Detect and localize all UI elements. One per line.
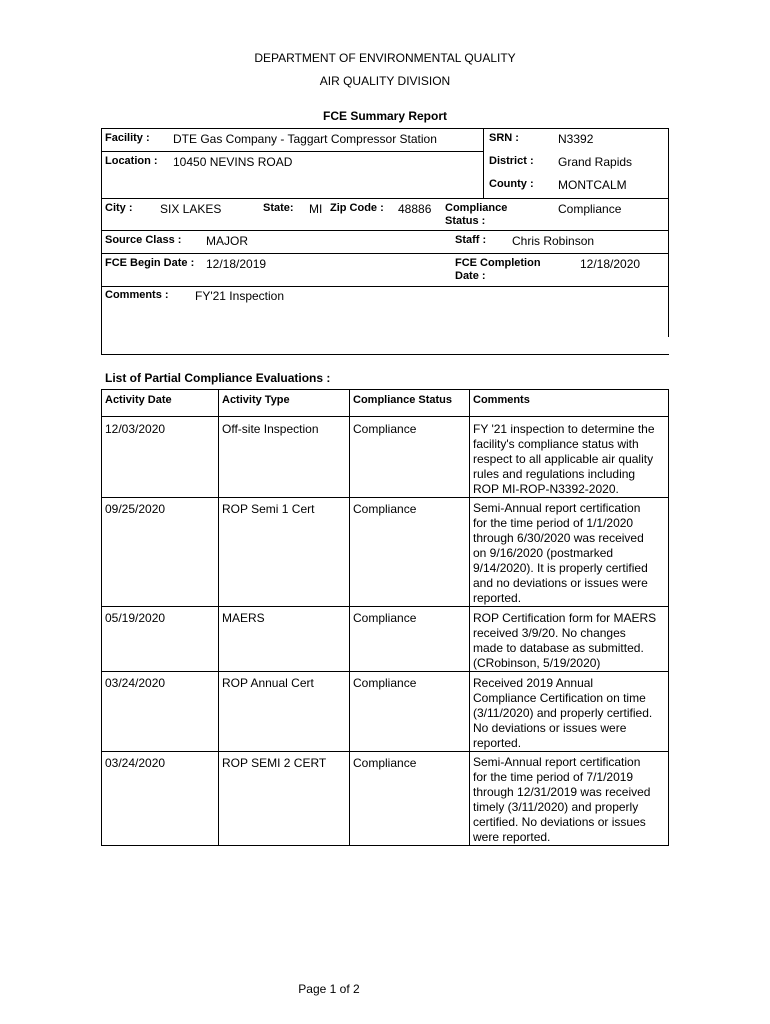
- comment-line: Received 2019 Annual: [473, 676, 594, 690]
- summary-rule: [101, 230, 669, 231]
- compliance-status: Compliance: [353, 502, 417, 516]
- col-header-compliance-status: Compliance Status: [353, 394, 453, 406]
- compliance-status: Compliance: [353, 422, 417, 436]
- source-class-label: Source Class :: [105, 234, 182, 246]
- division-title: AIR QUALITY DIVISION: [319, 74, 451, 88]
- facility-label: Facility :: [105, 132, 150, 144]
- summary-rule: [101, 151, 483, 152]
- pce-row-border: [101, 751, 669, 752]
- state-label: State:: [263, 202, 294, 214]
- pce-col-border: [101, 389, 102, 845]
- pce-list-title: List of Partial Compliance Evaluations :: [105, 371, 331, 385]
- compliance-status-value: Compliance: [558, 202, 622, 216]
- comment-line: 9/14/2020). It is properly certified: [473, 561, 648, 575]
- pce-table-bottom-border: [101, 845, 669, 846]
- state-value: MI: [309, 202, 323, 216]
- col-header-comments: Comments: [473, 394, 530, 406]
- comment-line: rules and regulations including: [473, 467, 636, 481]
- comment-line: Compliance Certification on time: [473, 691, 646, 705]
- summary-top-border: [101, 128, 669, 129]
- county-value: MONTCALM: [558, 178, 627, 192]
- comments-label: Comments :: [105, 289, 169, 301]
- fce-completion-value: 12/18/2020: [580, 257, 641, 271]
- summary-rule: [101, 286, 669, 287]
- comment-line: (CRobinson, 5/19/2020): [473, 656, 601, 670]
- activity-date: 12/03/2020: [105, 422, 166, 436]
- comment-line: for the time period of 7/1/2019: [473, 770, 634, 784]
- comment-line: respect to all applicable air quality: [473, 452, 654, 466]
- pce-row-border: [101, 671, 669, 672]
- activity-date: 03/24/2020: [105, 676, 166, 690]
- activity-comment: [473, 422, 667, 497]
- activity-comment: [473, 501, 667, 606]
- comment-line: made to database as submitted.: [473, 641, 644, 655]
- col-header-activity-date: Activity Date: [105, 394, 172, 406]
- fce-completion-label-2: Date :: [455, 270, 486, 282]
- fce-begin-label: FCE Begin Date :: [105, 257, 195, 269]
- activity-date: 03/24/2020: [105, 756, 166, 770]
- summary-rule: [101, 198, 669, 199]
- pce-row-border: [101, 497, 669, 498]
- comment-line: timely (3/11/2020) and properly: [473, 800, 639, 814]
- facility-value: DTE Gas Company - Taggart Compressor Station: [173, 132, 437, 146]
- pce-header-bottom-border: [101, 416, 669, 417]
- pce-col-border: [469, 389, 470, 845]
- comment-line: ROP MI-ROP-N3392-2020.: [473, 482, 619, 496]
- activity-date: 05/19/2020: [105, 611, 166, 625]
- staff-label: Staff :: [455, 234, 487, 246]
- location-label: Location :: [105, 155, 158, 167]
- district-label: District :: [489, 155, 534, 167]
- compliance-status-label-2: Status :: [445, 215, 486, 227]
- comment-line: Semi-Annual report certification: [473, 755, 641, 769]
- compliance-status-label: Compliance: [445, 202, 508, 214]
- activity-type: MAERS: [222, 611, 265, 625]
- pce-col-border: [349, 389, 350, 845]
- zip-label: Zip Code :: [330, 202, 384, 214]
- source-class-value: MAJOR: [206, 234, 248, 248]
- comment-line: for the time period of 1/1/2020: [473, 516, 634, 530]
- summary-left-border: [101, 128, 102, 355]
- activity-type: ROP SEMI 2 CERT: [222, 756, 327, 770]
- comment-line: on 9/16/2020 (postmarked: [473, 546, 614, 560]
- comment-line: through 12/31/2019 was received: [473, 785, 651, 799]
- comment-line: certified. No deviations or issues: [473, 815, 646, 829]
- comment-line: reported.: [473, 736, 522, 750]
- comment-line: facility's compliance status with: [473, 437, 639, 451]
- col-header-activity-type: Activity Type: [222, 394, 290, 406]
- county-label: County :: [489, 178, 534, 190]
- activity-type: ROP Annual Cert: [222, 676, 314, 690]
- staff-value: Chris Robinson: [512, 234, 595, 248]
- comment-line: No deviations or issues were: [473, 721, 627, 735]
- activity-date: 09/25/2020: [105, 502, 166, 516]
- city-value: SIX LAKES: [160, 202, 222, 216]
- comment-line: FY '21 inspection to determine the: [473, 422, 655, 436]
- location-value: 10450 NEVINS ROAD: [173, 155, 293, 169]
- summary-bottom-border: [101, 354, 669, 355]
- pce-col-border: [668, 389, 669, 845]
- fce-completion-label: FCE Completion: [455, 257, 541, 269]
- srn-label: SRN :: [489, 132, 519, 144]
- summary-divider: [483, 128, 484, 198]
- activity-type: Off-site Inspection: [222, 422, 319, 436]
- summary-rule: [101, 253, 669, 254]
- srn-value: N3392: [558, 132, 594, 146]
- district-value: Grand Rapids: [558, 155, 633, 169]
- comments-value: FY'21 Inspection: [195, 289, 285, 303]
- comment-line: were reported.: [473, 830, 551, 844]
- pce-row-border: [101, 606, 669, 607]
- page-number: Page 1 of 2: [298, 982, 360, 996]
- compliance-status: Compliance: [353, 676, 417, 690]
- comment-line: (3/11/2020) and properly certified.: [473, 706, 653, 720]
- compliance-status: Compliance: [353, 756, 417, 770]
- department-title: DEPARTMENT OF ENVIRONMENTAL QUALITY: [254, 51, 516, 65]
- activity-type: ROP Semi 1 Cert: [222, 502, 315, 516]
- report-title: FCE Summary Report: [322, 109, 448, 123]
- summary-right-border: [668, 128, 669, 337]
- comment-line: ROP Certification form for MAERS: [473, 611, 657, 625]
- pce-col-border: [218, 389, 219, 845]
- comment-line: reported.: [473, 591, 522, 605]
- activity-comment: [473, 755, 667, 845]
- compliance-status: Compliance: [353, 611, 417, 625]
- zip-value: 48886: [398, 202, 432, 216]
- pce-table-top-border: [101, 389, 669, 390]
- comment-line: and no deviations or issues were: [473, 576, 648, 590]
- comment-line: Semi-Annual report certification: [473, 501, 641, 515]
- comment-line: through 6/30/2020 was received: [473, 531, 644, 545]
- activity-comment: [473, 611, 667, 671]
- comment-line: received 3/9/20. No changes: [473, 626, 626, 640]
- fce-begin-value: 12/18/2019: [206, 257, 267, 271]
- city-label: City :: [105, 202, 133, 214]
- activity-comment: [473, 676, 667, 751]
